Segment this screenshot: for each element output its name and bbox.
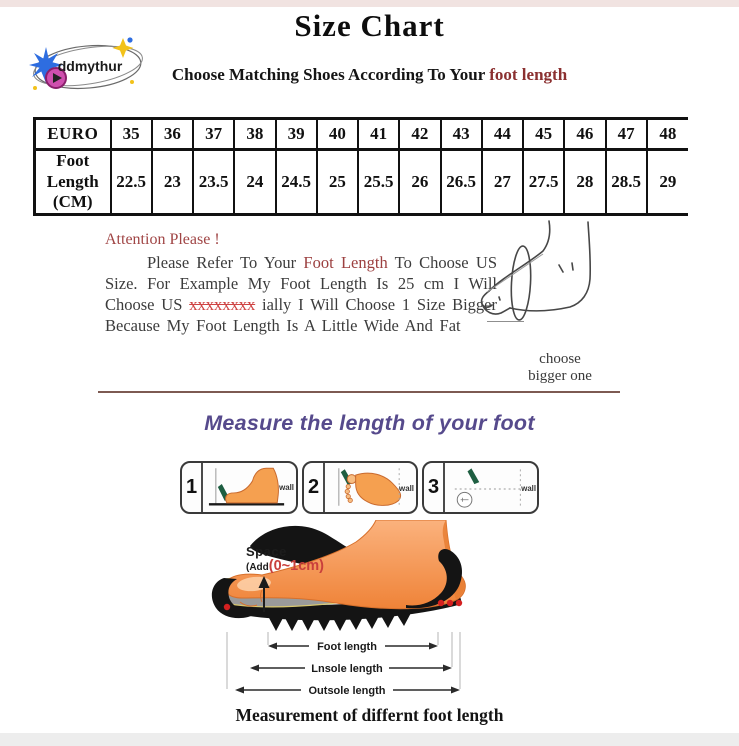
step-number: 1 xyxy=(182,463,203,512)
wall-label: wall xyxy=(279,482,295,492)
step-number: 2 xyxy=(304,463,325,512)
top-border-strip xyxy=(0,0,739,7)
euro-size-cell: 46 xyxy=(564,119,605,150)
measure-step-2 xyxy=(302,461,418,514)
euro-size-cell: 42 xyxy=(399,119,440,150)
euro-size-cell: 37 xyxy=(193,119,234,150)
step-2-illustration xyxy=(325,463,416,512)
crossed-out-text: xxxxxxxx xyxy=(189,295,256,314)
foot-length-cell: 27 xyxy=(482,150,523,215)
foot-length-cell: 23 xyxy=(152,150,193,215)
foot-length-cell: 24 xyxy=(234,150,275,215)
outsole-length-label: Outsole length xyxy=(308,685,386,697)
size-chart-table xyxy=(33,117,688,216)
attention-heading: Attention Please ! xyxy=(105,231,220,248)
wall-label: wall xyxy=(399,483,415,493)
step-3-illustration xyxy=(445,463,537,512)
shoe-cross-section-illustration xyxy=(210,520,480,638)
foot-length-cell: 26.5 xyxy=(441,150,482,215)
foot-length-cell: 25.5 xyxy=(358,150,399,215)
attention-text-segment: ially I Will Choose 1 Size Bigger Because My Foot Length Is A Little Wide And Fat xyxy=(105,295,497,335)
measure-step-1 xyxy=(180,461,298,514)
euro-size-cell: 44 xyxy=(482,119,523,150)
choose-bigger-note xyxy=(500,351,620,385)
table-row-foot-length xyxy=(35,150,689,215)
space-word: Space xyxy=(246,544,287,559)
space-range-label: (0~1cm) xyxy=(268,558,324,574)
subtitle-highlight: foot length xyxy=(489,65,568,84)
foot-length-cell: 25 xyxy=(317,150,358,215)
foot-length-cell: 22.5 xyxy=(111,150,152,215)
foot-length-cell: 26 xyxy=(399,150,440,215)
measure-step-3 xyxy=(422,461,539,514)
page-title: Size Chart xyxy=(294,8,445,43)
wall-label: wall xyxy=(521,483,537,493)
foot-length-cell: 27.5 xyxy=(523,150,564,215)
red-dot xyxy=(438,600,444,606)
foot-length-cell: 23.5 xyxy=(193,150,234,215)
subtitle xyxy=(0,65,739,85)
euro-size-cell: 39 xyxy=(276,119,317,150)
foot-length-cell: 28.5 xyxy=(606,150,647,215)
euro-size-cell: 48 xyxy=(647,119,688,150)
table-header-foot-length: Foot Length (CM) xyxy=(35,150,111,215)
footprint-top-view-icon xyxy=(325,463,416,512)
euro-size-cell: 38 xyxy=(234,119,275,150)
choose-bigger-line2: bigger one xyxy=(528,368,592,384)
green-marker-icon xyxy=(468,468,480,484)
insole-length-label: Lnsole length xyxy=(311,663,383,675)
attention-note xyxy=(105,231,497,336)
foot-side-view-icon xyxy=(203,463,296,512)
euro-size-cell: 43 xyxy=(441,119,482,150)
red-dot xyxy=(456,600,462,606)
attention-text-segment: To Choose US Size. For Example My Foot Length Is 25 cm I Will Choose US xyxy=(105,253,497,314)
euro-size-cell: 35 xyxy=(111,119,152,150)
table-row-euro xyxy=(35,119,689,150)
space-label xyxy=(246,546,324,575)
section-divider xyxy=(98,391,620,393)
bottom-border-strip xyxy=(0,733,739,746)
space-add-label: (Add xyxy=(246,562,269,573)
measure-distance-icon xyxy=(445,463,537,512)
euro-size-cell: 47 xyxy=(606,119,647,150)
foot-length-highlight: Foot Length xyxy=(303,253,388,272)
foot-length-label: Foot length xyxy=(317,641,377,653)
step-1-illustration xyxy=(203,463,296,512)
red-dot xyxy=(224,604,230,610)
brand-logo-text: ddmythur xyxy=(57,58,123,74)
foot-length-cell: 29 xyxy=(647,150,688,215)
foot-length-cell: 24.5 xyxy=(276,150,317,215)
attention-text-segment: Please Refer To Your xyxy=(147,253,304,272)
subtitle-text: Choose Matching Shoes According To Your xyxy=(171,65,490,84)
attention-body xyxy=(105,252,497,336)
red-dot xyxy=(447,600,453,606)
foot-measuring-loop-illustration xyxy=(477,219,611,339)
euro-size-cell: 41 xyxy=(358,119,399,150)
euro-size-cell: 40 xyxy=(317,119,358,150)
measurement-arrows xyxy=(215,632,475,702)
euro-size-cell: 36 xyxy=(152,119,193,150)
table-header-euro: EURO xyxy=(35,119,111,150)
euro-size-cell: 45 xyxy=(523,119,564,150)
bottom-caption: Measurement of differnt foot length xyxy=(235,705,504,725)
measure-section-heading: Measure the length of your foot xyxy=(204,411,535,435)
choose-bigger-line1: choose xyxy=(539,351,581,367)
step-number: 3 xyxy=(424,463,445,512)
foot-length-cell: 28 xyxy=(564,150,605,215)
